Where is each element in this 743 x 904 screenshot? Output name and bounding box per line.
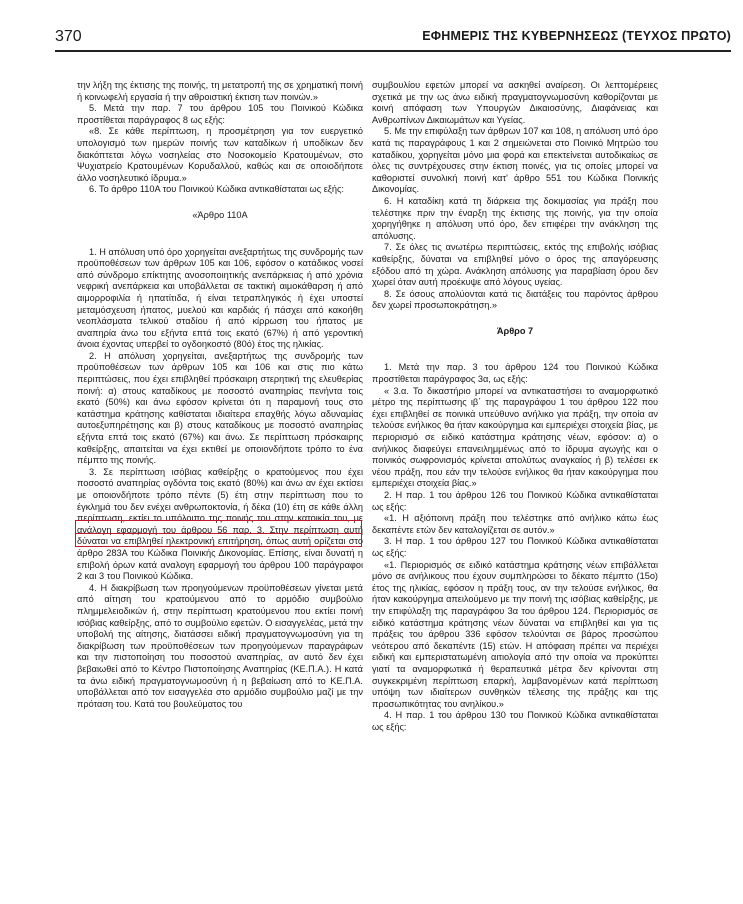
paragraph: 2. Η απόλυση χορηγείται, ανεξαρτήτως της συνδρομής των προϋποθέσεων των άρθρων 105 και 106 και στις πιο κάτω περιπτώσεις, που έχει επιβληθεί πρόσκαιρη στερητική της ελευθερίας ποινή: α) στους καταδίκους με ποσοστό αναπηρίας πενήντα τοις εκατό (50%) και άνω εφόσον κρίνεται ότι η παραμονή τους στο κατάστημα κράτησης καθίσταται ιδιαίτερα επαχθής λόγω αδυναμίας αυτοεξυπηρέτησης και β) στους καταδίκους με ποσοστό αναπηρίας εξήντα επτά τοις εκατό (67%) και άνω. Σε περίπτωση πρόσκαιρης καθείρξης, απαιτείται να έχει εκτιθεί με οποιονδήποτε τρόπο το ένα πέμπτο της ποινής. xyxy=(77,350,363,466)
paragraph: 4. Η παρ. 1 του άρθρου 130 του Ποινικού Κώδικα αντικαθίσταται ως εξής: xyxy=(372,710,658,732)
paragraph: «1. Περιορισμός σε ειδικό κατάστημα κράτησης νέων επιβάλλεται μόνο σε ανήλικους που έχουν συμπληρώσει το δέκατο πέμπτο (15ο) έτος της ηλικίας, εφόσον η πράξη τους, αν την τελούσε ενήλικος, θα ήταν κακούργημα απειλούμενο με την ποινή της ισόβιας καθείρξης, με την επιφύλαξη της παραγράφου 3α του άρθρου 124. Περιορισμός σε ειδικό κατάστημα κράτησης νέων δύναται να επιβληθεί και για τις πράξεις του άρθρου 336 εφόσον τελούνται σε βάρος προσώπου νεότερου από δεκαπέντε (15) ετών. Η απόφαση πρέπει να περιέχει ειδική και εμπεριστατωμένη αιτιολογία από την οποία να προκύπτει γιατί τα αναμορφωτικά ή θεραπευτικά μέτρα δεν κρίνονται στη συγκεκριμένη περίπτωση επαρκή, λαμβανομένων κατά περίπτωση υπόψη των ιδιαίτερων συνθηκών τέλεσης της πράξης και της προσωπικότητας του ανηλίκου.» xyxy=(372,559,658,709)
gazette-title: ΕΦΗΜΕΡΙΣ ΤΗΣ ΚΥΒΕΡΝΗΣΕΩΣ (ΤΕΥΧΟΣ ΠΡΩΤΟ) xyxy=(422,29,731,43)
paragraph: 1. Μετά την παρ. 3 του άρθρου 124 του Ποινικού Κώδικα προστίθεται παράγραφος 3α, ως εξής: xyxy=(372,362,658,385)
page-number: 370 xyxy=(55,28,82,45)
left-column xyxy=(77,80,363,710)
page-header xyxy=(55,26,731,50)
paragraph: « 3.α. Το δικαστήριο μπορεί να αντικαταστήσει το αναμορφωτικό μέτρο της περίπτωσης ιβ΄ της παραγράφου 1 του άρθρου 122 που έχει επιβληθεί σε ποινικά υπεύθυνο ανήλικο για πράξη, την οποία αν τελούσε ενήλικος θα ήταν κακούργημα και εμπεριέχει στοιχεία βίας, με περιορισμό σε ειδικό κατάστημα κράτησης νέων, εφόσον: α) ο ανήλικος διαφεύγει επανειλημμένως από το ίδρυμα αγωγής και ο ποινικός σωφρονισμός κρίνεται απολύτως αναγκαίος ή β) τελέσει εκ νέου πράξη, που εάν την τελούσε ενήλικος θα ήταν κακούργημα που εμπεριέχει στοιχεία βίας.» xyxy=(372,385,658,489)
paragraph: «8. Σε κάθε περίπτωση, η προσμέτρηση για τον ευεργετικό υπολογισμό των ημερών ποινής των καταδίκων ή υποδίκων δεν διακόπτεται λόγω νοσηλείας στο Νοσοκομείο Κρατουμένων, στο Ψυχιατρείο Κρατουμένων Κορυδαλλού, καθώς και σε οποιοδήποτε άλλο νοσηλευτικό ίδρυμα.» xyxy=(77,126,363,183)
paragraph: «1. Η αξιόποινη πράξη που τελέστηκε από ανήλικο κάτω έως δεκαπέντε ετών δεν καταλογίζεται σε αυτόν.» xyxy=(372,513,658,535)
paragraph: 2. Η παρ. 1 του άρθρου 126 του Ποινικού Κώδικα αντικαθίσταται ως εξής: xyxy=(372,490,658,512)
paragraph-gap xyxy=(372,348,658,362)
paragraph: 7. Σε όλες τις ανωτέρω περιπτώσεις, εκτός της επιβολής ισόβιας καθείρξης, δύναται να επιβληθεί μόνο ο όρος της απαγόρευσης εξόδου από τη χώρα. Ανάκληση απόλυσης για παραβίαση όρου δεν χωρεί όταν αυτή προέκυψε από λόγους υγείας. xyxy=(372,242,658,288)
paragraph: την λήξη της έκτισης της ποινής, τη μετατροπή της σε χρηματική ποινή ή κοινωφελή εργασία ή την αθροιστική έκτιση των ποινών.» xyxy=(77,80,363,102)
article-heading: Άρθρο 7 xyxy=(496,325,534,336)
right-column xyxy=(372,80,658,733)
heading-gap xyxy=(77,222,363,233)
paragraph: συμβουλίου εφετών μπορεί να ασκηθεί αναίρεση. Οι λεπτομέρειες σχετικά με την ως άνω ειδική πραγματογνωμοσύνη καθορίζονται με κοινή απόφαση των Υπουργών Δικαιοσύνης, Διαφάνειας και Ανθρωπίνων Δικαιωμάτων και Υγείας. xyxy=(372,80,658,125)
paragraph-gap xyxy=(77,196,363,210)
paragraph: 6. Η καταδίκη κατά τη διάρκεια της δοκιμασίας για πράξη που τελέστηκε πριν την έναρξη της έκτισης της ποινής, για την οποία χορηγήθηκε η απόλυση υπό όρο, δεν επιφέρει την ανάκληση της απόλυσης. xyxy=(372,195,658,241)
heading-gap xyxy=(372,337,658,348)
paragraph: 5. Μετά την παρ. 7 του άρθρου 105 του Ποινικού Κώδικα προστίθεται παράγραφος 8 ως εξής: xyxy=(77,103,363,125)
paragraph: 8. Σε όσους απολύονται κατά τις διατάξεις του παρόντος άρθρου δεν χωρεί προσωποκράτηση.» xyxy=(372,288,658,311)
paragraph: 5. Με την επιφύλαξη των άρθρων 107 και 108, η απόλυση υπό όρο κατά τις παραγράφους 1 και 2 σημειώνεται στο Ποινικό Μητρώο του καταδίκου, χορηγείται μόνο μια φορά και επεκτείνεται αυτοδικαίως σε όλες τις συντρέχουσες στην έκτιση ποινές, για τις οποίες μπορεί να καθοριστεί συνολική ποινή κατ' άρθρο 551 του Κώδικα Ποινικής Δικονομίας. xyxy=(372,126,658,195)
paragraph: 3. Σε περίπτωση ισόβιας καθείρξης ο κρατούμενος που έχει ποσοστό αναπηρίας ογδόντα τοις εκατό (80%) και άνω αν έχει εκτίσει με οποιονδήποτε τρόπο πέντε (5) έτη στην περίπτωση που το έγκλημά του δεν ενέχει ανθρωποκτονία, ή δέκα (10) έτη σε κάθε άλλη περίπτωση, εκτίει το υπόλοιπο της ποινής του στην κατοικία του, με ανάλογη εφαρμογή του άρθρου 56 παρ. 3. Στην περίπτωση αυτή δύναται να επιβληθεί ηλεκτρονική επιτήρηση, όπως αυτή ορίζεται στο άρθρο 283Α του Κώδικα Ποινικής Δικονομίας. Επίσης, είναι δυνατή η επιβολή όρων κατά αναλογη εφαρμογή του άρθρου 100 παράγραφοι 2 και 3 του Ποινικού Κώδικα. xyxy=(77,466,363,582)
paragraph: 3. Η παρ. 1 του άρθρου 127 του Ποινικού Κώδικα αντικαθίσταται ως εξής: xyxy=(372,536,658,558)
article-heading: «Άρθρο 110Α xyxy=(192,209,248,220)
header-rule xyxy=(55,50,731,52)
paragraph: 6. Το άρθρο 110Α του Ποινικού Κώδικα αντικαθίσταται ως εξής: xyxy=(89,184,344,195)
paragraph-gap xyxy=(372,312,658,326)
paragraph: 4. Η διακρίβωση των προηγούμενων προϋποθέσεων γίνεται μετά από αίτηση του κρατούμενου από το αρμόδιο συμβούλιο πλημμελειοδικών ή, στην περίπτωση κρατούμενου που εκτίει ποινή ισόβιας καθείρξης, από το συμβούλιο εφετών. Ο εισαγγελέας, μετά την υποβολή της αίτησης, διατάσσει ειδική πραγματογνωμοσύνη για τη διακρίβωση των προϋποθέσεων των προηγούμενων παραγράφων και την πιστοποίηση του ποσοστού αναπηρίας, αν αυτό δεν έχει βεβαιωθεί από το Κέντρο Πιστοποίησης Αναπηρίας (ΚΕ.Π.Α.). Η κατά τα άνω ειδική πραγματογνωμοσύνη ή η βεβαίωση από το ΚΕ.Π.Α. υποβάλλεται από τον εισαγγελέα στο αρμόδιο συμβούλιο μαζί με την πρόταση του. Κατά του βουλεύματος του xyxy=(77,582,363,709)
paragraph-gap xyxy=(77,233,363,247)
paragraph: 1. Η απόλυση υπό όρο χορηγείται ανεξαρτήτως της συνδρομής των προϋποθέσεων των άρθρων 105 και 106, εφόσον ο κατάδικος νοσεί από σύνδρομο επίκτητης ανοσοποιητικής ανεπάρκειας ή από χρόνια νεφρική ανεπάρκεια και υποβάλλεται σε τακτική αιμοκάθαρση ή από αιμορροφιλία ή ηπατίτιδα, ή είναι τετραπληγικός ή έχει υποστεί μεταμόσχευση ήπατος, μυελού και καρδιάς ή πάσχει από κακοήθη νεοπλάσματα τελικού σταδίου ή από κίρρωση του ήπατος με αναπηρία άνω του εξήντα επτά τοις εκατό (67%) ή από γεροντική άνοια έχοντας υπερβεί το ογδοηκοστό (80ό) έτος της ηλικίας. xyxy=(77,246,363,350)
